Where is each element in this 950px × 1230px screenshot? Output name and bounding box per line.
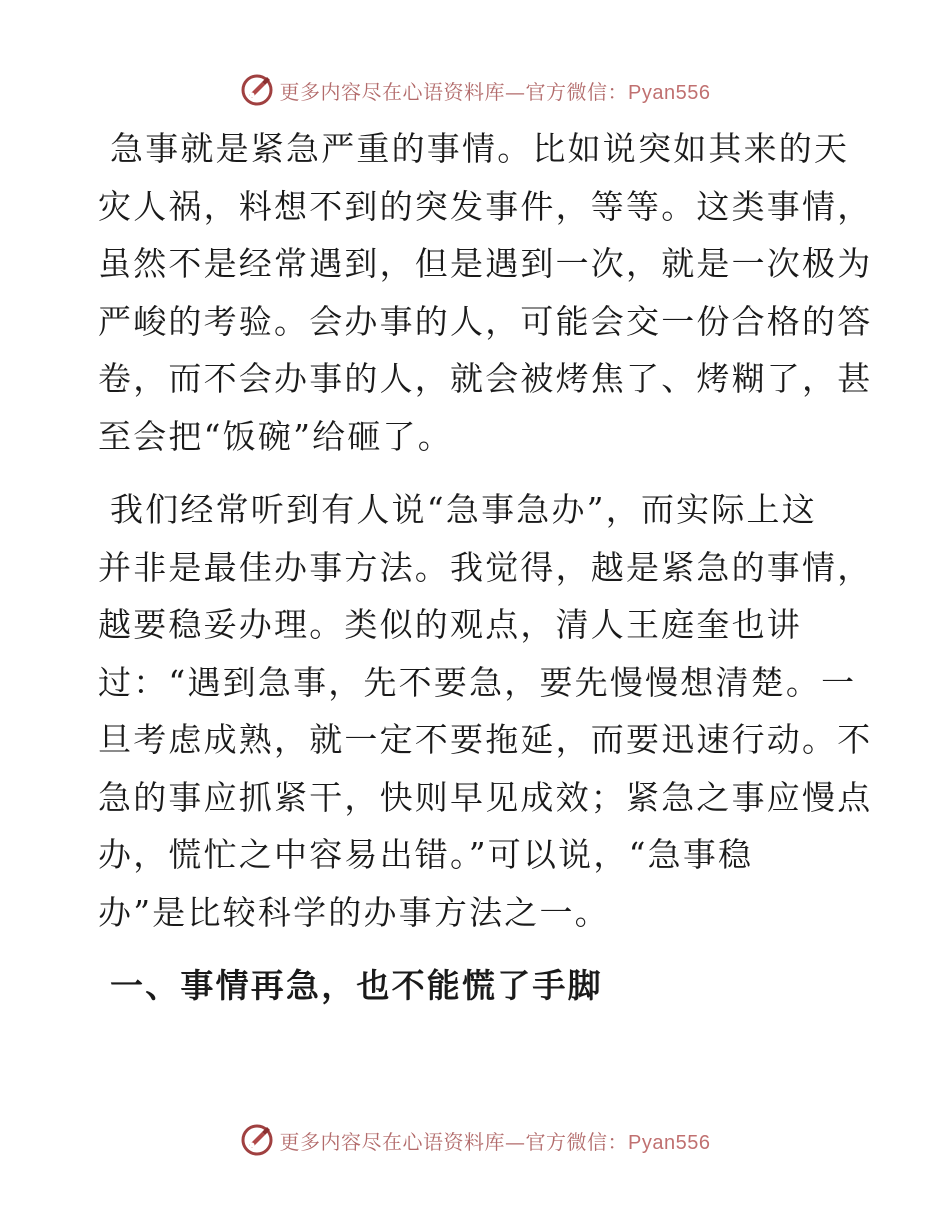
- text-line: 灾人祸，料想不到的突发事件，等等。这类事情，: [98, 186, 873, 226]
- text-line: 我们经常听到有人说“急事急办”，而实际上这: [110, 490, 817, 529]
- document-body: [98, 120, 873, 1015]
- text-line: 办”是比较科学的办事方法之一。: [98, 892, 610, 932]
- paragraph-1: [98, 120, 873, 465]
- text-line: 过：“遇到急事，先不要急，要先慢慢想清楚。一: [98, 662, 857, 702]
- text-line: 急事就是紧急严重的事情。比如说突如其来的天: [110, 129, 850, 168]
- text-line: 旦考虑成熟，就一定不要拖延，而要迅速行动。不: [98, 720, 873, 759]
- logo-icon: [240, 73, 274, 107]
- text-line: 虽然不是经常遇到，但是遇到一次，就是一次极为: [98, 244, 873, 283]
- wechat-id: Pyan556: [628, 1131, 711, 1154]
- banner-text: 更多内容尽在心语资料库—官方微信：Pyan556: [279, 1129, 711, 1154]
- wechat-id: Pyan556: [628, 81, 711, 104]
- text-line: 越要稳妥办理。类似的观点，清人王庭奎也讲: [98, 605, 802, 644]
- text-line: 严峻的考验。会办事的人，可能会交一份合格的答: [98, 301, 873, 341]
- header-banner: [0, 70, 950, 110]
- text-line: 办，慌忙之中容易出错。”可以说，“急事稳: [98, 835, 754, 874]
- paragraph-2: [98, 481, 873, 941]
- text-line: 急的事应抓紧干，快则早见成效；紧急之事应慢点: [98, 777, 873, 817]
- text-line: 至会把“饭碗”给砸了。: [98, 416, 453, 456]
- logo-icon: [240, 1123, 274, 1157]
- text-line: 并非是最佳办事方法。我觉得，越是紧急的事情，: [98, 547, 873, 587]
- section-heading: 一、事情再急，也不能慌了手脚: [110, 966, 603, 1005]
- banner-text: 更多内容尽在心语资料库—官方微信：Pyan556: [279, 79, 711, 104]
- text-line: 卷，而不会办事的人，就会被烤焦了、烤糊了，甚: [98, 359, 873, 398]
- footer-banner: [0, 1120, 950, 1160]
